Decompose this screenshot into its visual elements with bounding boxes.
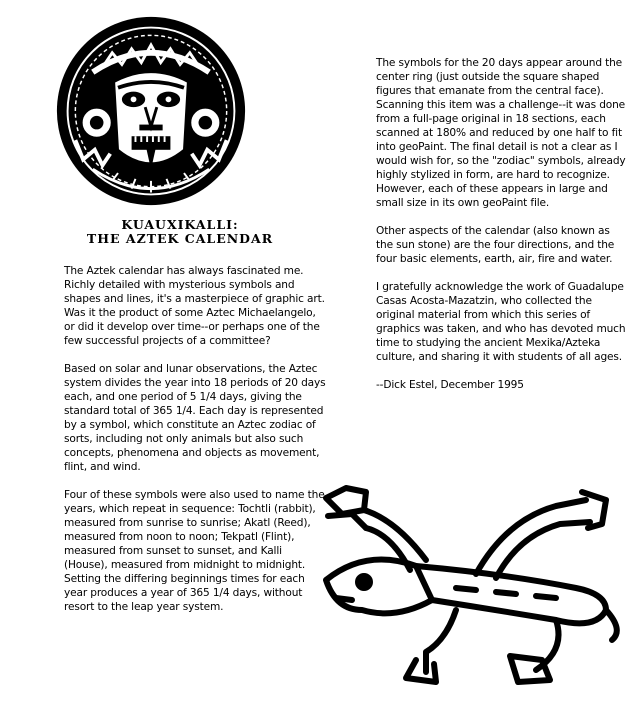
paragraph-acknowledgement: I gratefully acknowledge the work of Guadalupe Casas Acosta-Mazatzin, who collected the original material from which this series of graphics was taken, and who has devoted much time to studying the ancient Mexika/Azteka culture, and sharing it with students of all ages. [376,281,626,363]
left-column [64,264,326,628]
title-line-1: KUAUXIKALLI: [121,217,239,232]
paragraph-other-aspects: Other aspects of the calendar (also known as the sun stone) are the four directions, and the four basic elements, earth, air, fire and water. [376,225,615,265]
paragraph-intro: The Aztek calendar has always fascinated me. Richly detailed with mysterious symbols and shapes and lines, it's a masterpiece of graphic art. Was it the product of some Aztec Michaelangelo, or did it develop over time--or perhaps one of the few successful projects of a committee? [64,265,325,347]
title-line-2: THE AZTEK CALENDAR [86,231,274,246]
paragraph-year-names: Four of these symbols were also used to name the years, which repeat in sequence: Tochtli (rabbit), measured from sunrise to sunrise; Akatl (Reed), measured from noon to noon; Tekpatl (Flint), measured from sunset to sunset, and Kalli (House), measured from midnight to midnight. Setting the differing beginnings times for each year produces a year of 365 1/4 days, without resort to the leap year system. [64,489,325,613]
sun-stone-face-icon [54,14,248,208]
lizard-glyph-icon [306,470,636,710]
right-column [376,56,626,406]
signature-line: --Dick Estel, December 1995 [376,379,524,391]
page-title [64,218,296,246]
paragraph-calendar-system: Based on solar and lunar observations, the Aztec system divides the year into 18 periods of 20 days each, and one period of 5 1/4 days, giving the standard total of 365 1/4. Each day is represented by a symbol, which constitute an Aztec zodiac of sorts, including not only animals but also such concepts, phenomena and objects as movement, flint, and wind. [64,363,326,473]
paragraph-day-symbols: The symbols for the 20 days appear around the center ring (just outside the square shaped figures that emanate from the central face). Scanning this item was a challenge--it was done from a full-page original in 18 sections, each scanned at 180% and reduced by one half to fit into geoPaint. The final detail is not a clear as I would wish for, so the "zodiac" symbols, already highly stylized in form, are hard to recognize. However, each of these appears in large and small size in its own geoPaint file. [376,57,626,209]
